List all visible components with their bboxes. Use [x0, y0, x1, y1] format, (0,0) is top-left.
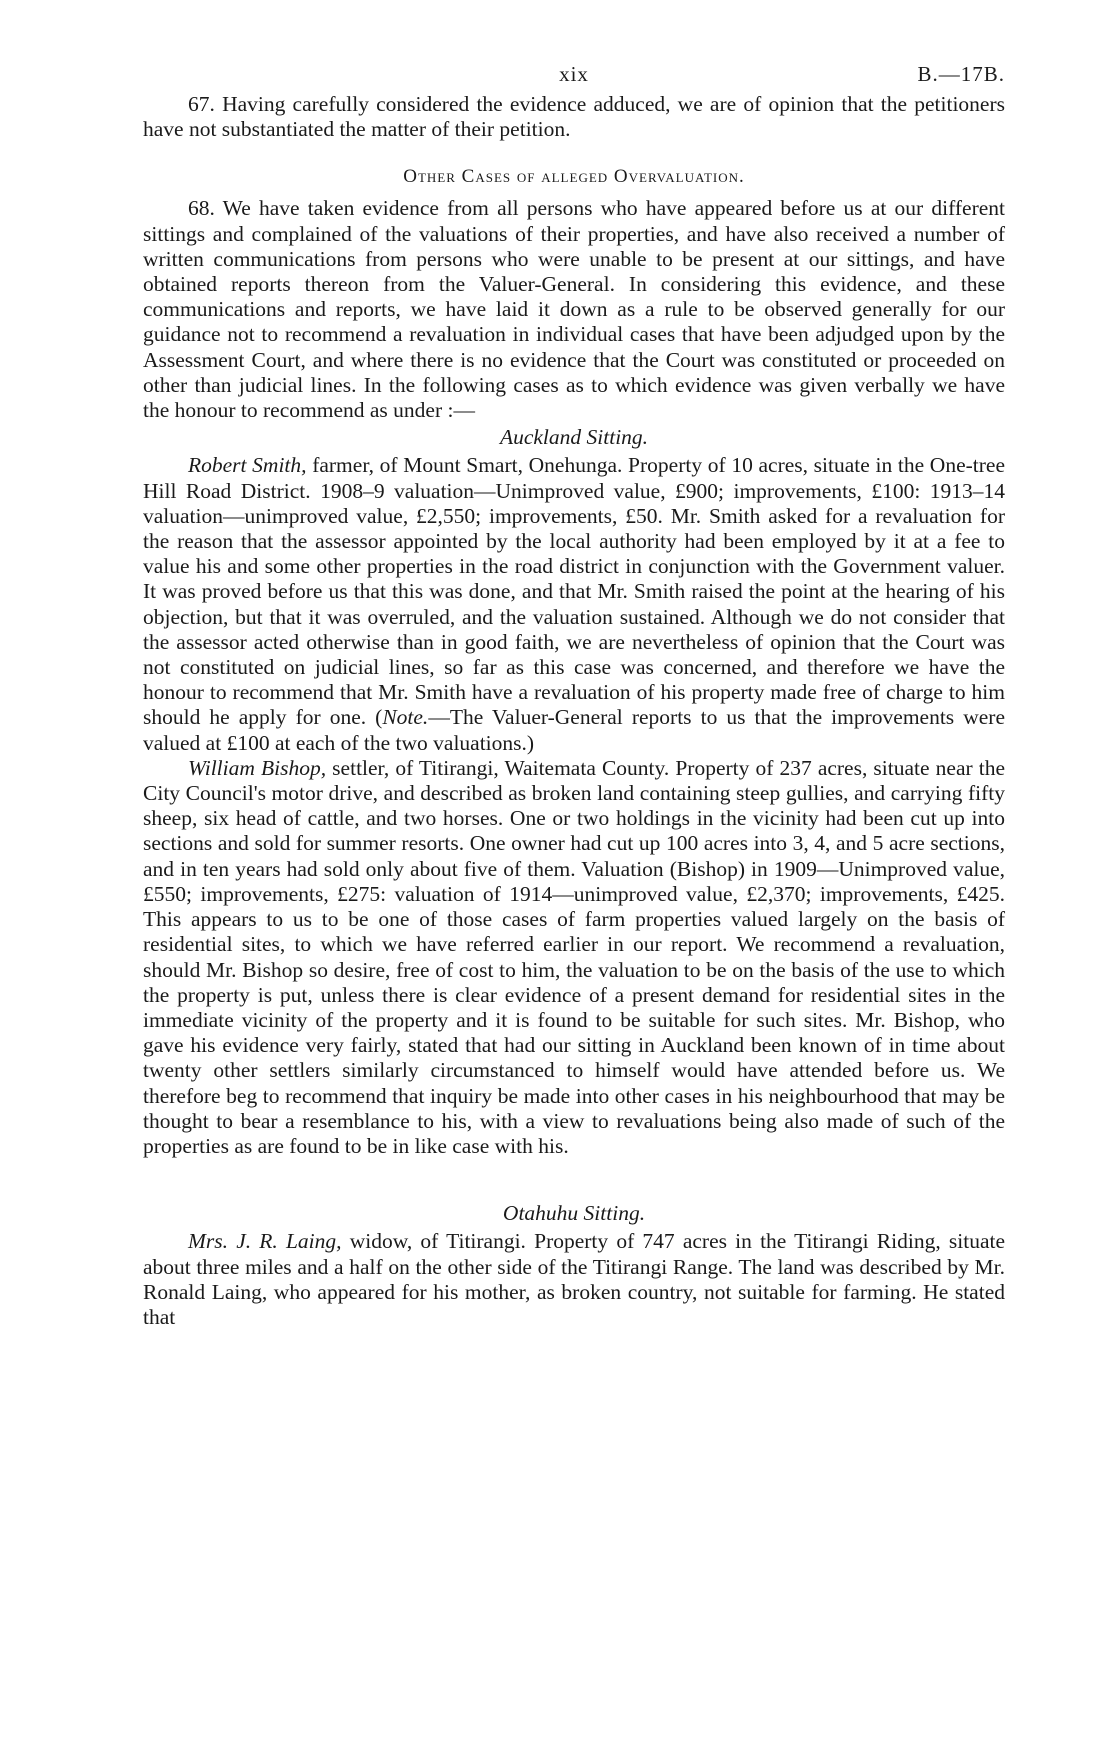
otahuhu-sitting-heading: Otahuhu Sitting.: [502, 1201, 646, 1226]
document-reference: B.—17B.: [917, 62, 1005, 86]
robert-smith-text: farmer, of Mount Smart, Onehunga. Property of 10 acres, situate in the One-tree Hill Road District. 1908–9 valuation—Unimproved value, £900; improvements, £100: 1913–14 valuation—unimproved value, £2,550; improvements, £50. Mr. Smith asked for a revaluation for the reason that the assessor appointed by the local authority had been employed by it at a fee to value his and some other properties in the road district in conjunction with the Government valuer. It was proved before us that this was done, and that Mr. Smith raised the point at the hearing of his objection, but that it was overruled, and the valuation sustained. Although we do not consider that the assessor acted otherwise than in good faith, we are nevertheless of opinion that the Court was not constituted on judicial lines, so far as this case was concerned, and therefore we have the honour to recommend that Mr. Smith have a revaluation of his property made free of charge to him should he apply for one. (: [143, 453, 1005, 730]
mrs-laing-text: widow, of Titirangi. Property of 747 acres in the Titirangi Riding, situate about three miles and a half on the other side of the Titirangi Range. The land was described by Mr. Ronald Laing, who appeared for his mother, as broken country, not suitable for farming. He stated that: [143, 1229, 1005, 1329]
mrs-laing-name: Mrs. J. R. Laing,: [188, 1229, 342, 1254]
document-page: [143, 62, 1005, 1330]
page-header: [143, 62, 1005, 92]
auckland-sitting-heading: Auckland Sitting.: [499, 425, 649, 450]
robert-smith-entry: [143, 453, 1005, 755]
page-number: xix: [559, 62, 589, 86]
mrs-laing-entry: [143, 1229, 1005, 1330]
paragraph-67: 67. Having carefully considered the evidence adduced, we are of opinion that the petitioners have not substantiated the matter of their petition.: [143, 92, 1005, 142]
paragraph-68: 68. We have taken evidence from all persons who have appeared before us at our different sittings and complained of the valuations of their properties, and have also received a number of written communications from persons who were unable to be present at our sittings, and have obtained reports thereon from the Valuer-General. In considering this evidence, and these communications and reports, we have laid it down as a rule to be observed generally for our guidance not to recommend a revaluation in individual cases that have been adjudged upon by the Assessment Court, and where there is no evidence that the Court was constituted or proceeded on other than judicial lines. In the following cases as to which evidence was given verbally we have the honour to recommend as under :—: [143, 196, 1005, 423]
robert-smith-name: Robert Smith,: [188, 453, 307, 478]
robert-smith-note-text: —The Valuer-General reports to us that the improvements were valued at £100 at each of the two valuations.): [143, 705, 1005, 755]
note-label: Note.: [382, 705, 429, 730]
william-bishop-text: settler, of Titirangi, Waitemata County. Property of 237 acres, situate near the City Council's motor drive, and described as broken land containing steep gullies, and carrying fifty sheep, six head of cattle, and two horses. One or two holdings in the vicinity had been cut up into sections and sold for summer resorts. One owner had cut up 100 acres into 3, 4, and 5 acre sections, and in ten years had sold only about five of them. Valuation (Bishop) in 1909—Unimproved value, £550; improvements, £275: valuation of 1914—unimproved value, £2,370; improvements, £425. This appears to us to be one of those cases of farm properties valued largely on the basis of residential sites, to which we have referred earlier in our report. We recommend a revaluation, should Mr. Bishop so desire, free of cost to him, the valuation to be on the basis of the use to which the property is put, unless there is clear evidence of a present demand for residential sites in the immediate vicinity of the property and it is found to be suitable for such sites. Mr. Bishop, who gave his evidence very fairly, stated that had our sitting in Auckland been known of in time about twenty other settlers similarly circumstanced to himself would have attended before us. We therefore beg to recommend that inquiry be made into other cases in his neighbourhood that may be thought to bear a resemblance to his, with a view to revaluations being also made of such of the properties as are found to be in like case with his.: [143, 755, 1005, 1158]
william-bishop-name: William Bishop,: [188, 755, 327, 780]
william-bishop-entry: [143, 756, 1005, 1159]
section-heading: Other Cases of alleged Overvaluation.: [403, 166, 745, 188]
